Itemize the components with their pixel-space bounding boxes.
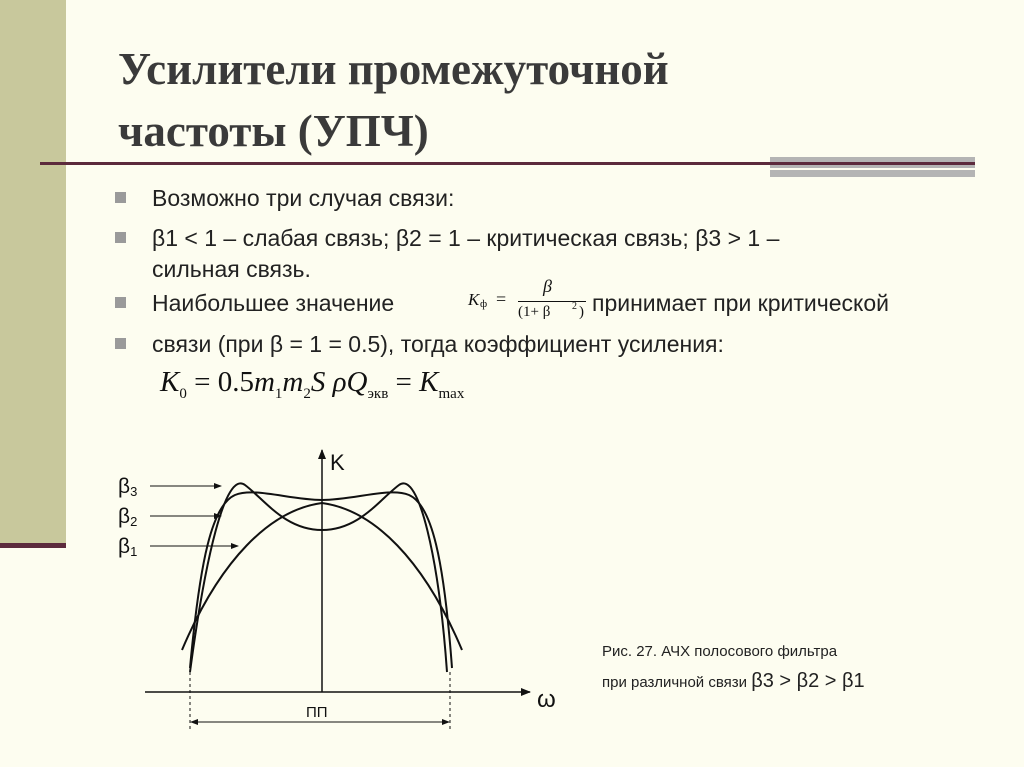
caption-text: при различной связи xyxy=(602,674,752,691)
k0-m1: m xyxy=(253,366,275,398)
k0-q: Q xyxy=(346,366,368,398)
bullet-4: связи (при β = 1 = 0.5), тогда коэффициент усиления: xyxy=(152,331,724,357)
formula-kf-den-close: ) xyxy=(579,304,584,320)
bullet-3-text-before: Наибольшее значение xyxy=(152,290,395,316)
bullet-2-line-1: β1 < 1 – слабая связь; β2 = 1 – критическая связь; β3 > 1 – xyxy=(152,225,780,251)
k0-eq: = 0.5 xyxy=(194,366,254,398)
k0-rho: ρ xyxy=(332,366,347,398)
y-axis-label: K xyxy=(330,450,345,475)
title-line-2: частоты (УПЧ) xyxy=(118,106,429,156)
bullet-2-line-2: сильная связь. xyxy=(152,256,311,282)
caption-relation: β3 > β2 > β1 xyxy=(751,670,865,692)
bullet-1: Возможно три случая связи: xyxy=(152,185,455,211)
formula-kf-denominator: (1+ β xyxy=(518,304,551,320)
figure-caption-line-2 xyxy=(602,670,865,693)
k0-symbol: K xyxy=(160,366,180,398)
formula-kf-lhs-sub: ф xyxy=(480,298,488,310)
formula-kf-eq: = xyxy=(496,289,507,309)
k0-m2: m xyxy=(282,366,304,398)
curve-beta2 xyxy=(190,492,452,668)
passband-label: ПП xyxy=(306,704,328,721)
formula-kf-lhs: K xyxy=(468,290,480,309)
k0-q-sub: экв xyxy=(367,385,389,402)
label-beta1: β1 xyxy=(118,535,138,559)
curve-beta3 xyxy=(190,483,447,672)
formula-kf-den-sup: 2 xyxy=(572,301,577,312)
k0-kmax-sub: max xyxy=(438,385,465,402)
figure-caption-line-1: Рис. 27. АЧХ полосового фильтра xyxy=(602,643,838,660)
label-beta3: β3 xyxy=(118,475,138,499)
bullet-3-text-after: принимает при критической xyxy=(592,290,890,316)
k0-sub: 0 xyxy=(179,385,187,402)
k0-kmax: K xyxy=(419,366,439,398)
title-line-1: Усилители промежуточной xyxy=(118,44,669,94)
k0-m2-sub: 2 xyxy=(303,385,311,402)
k0-s: S xyxy=(310,366,326,398)
k0-eq2: = xyxy=(395,366,412,398)
x-axis-label: ω xyxy=(537,686,556,713)
k0-m1-sub: 1 xyxy=(274,385,283,402)
label-beta2: β2 xyxy=(118,505,138,529)
formula-kf-numerator: β xyxy=(543,276,552,296)
